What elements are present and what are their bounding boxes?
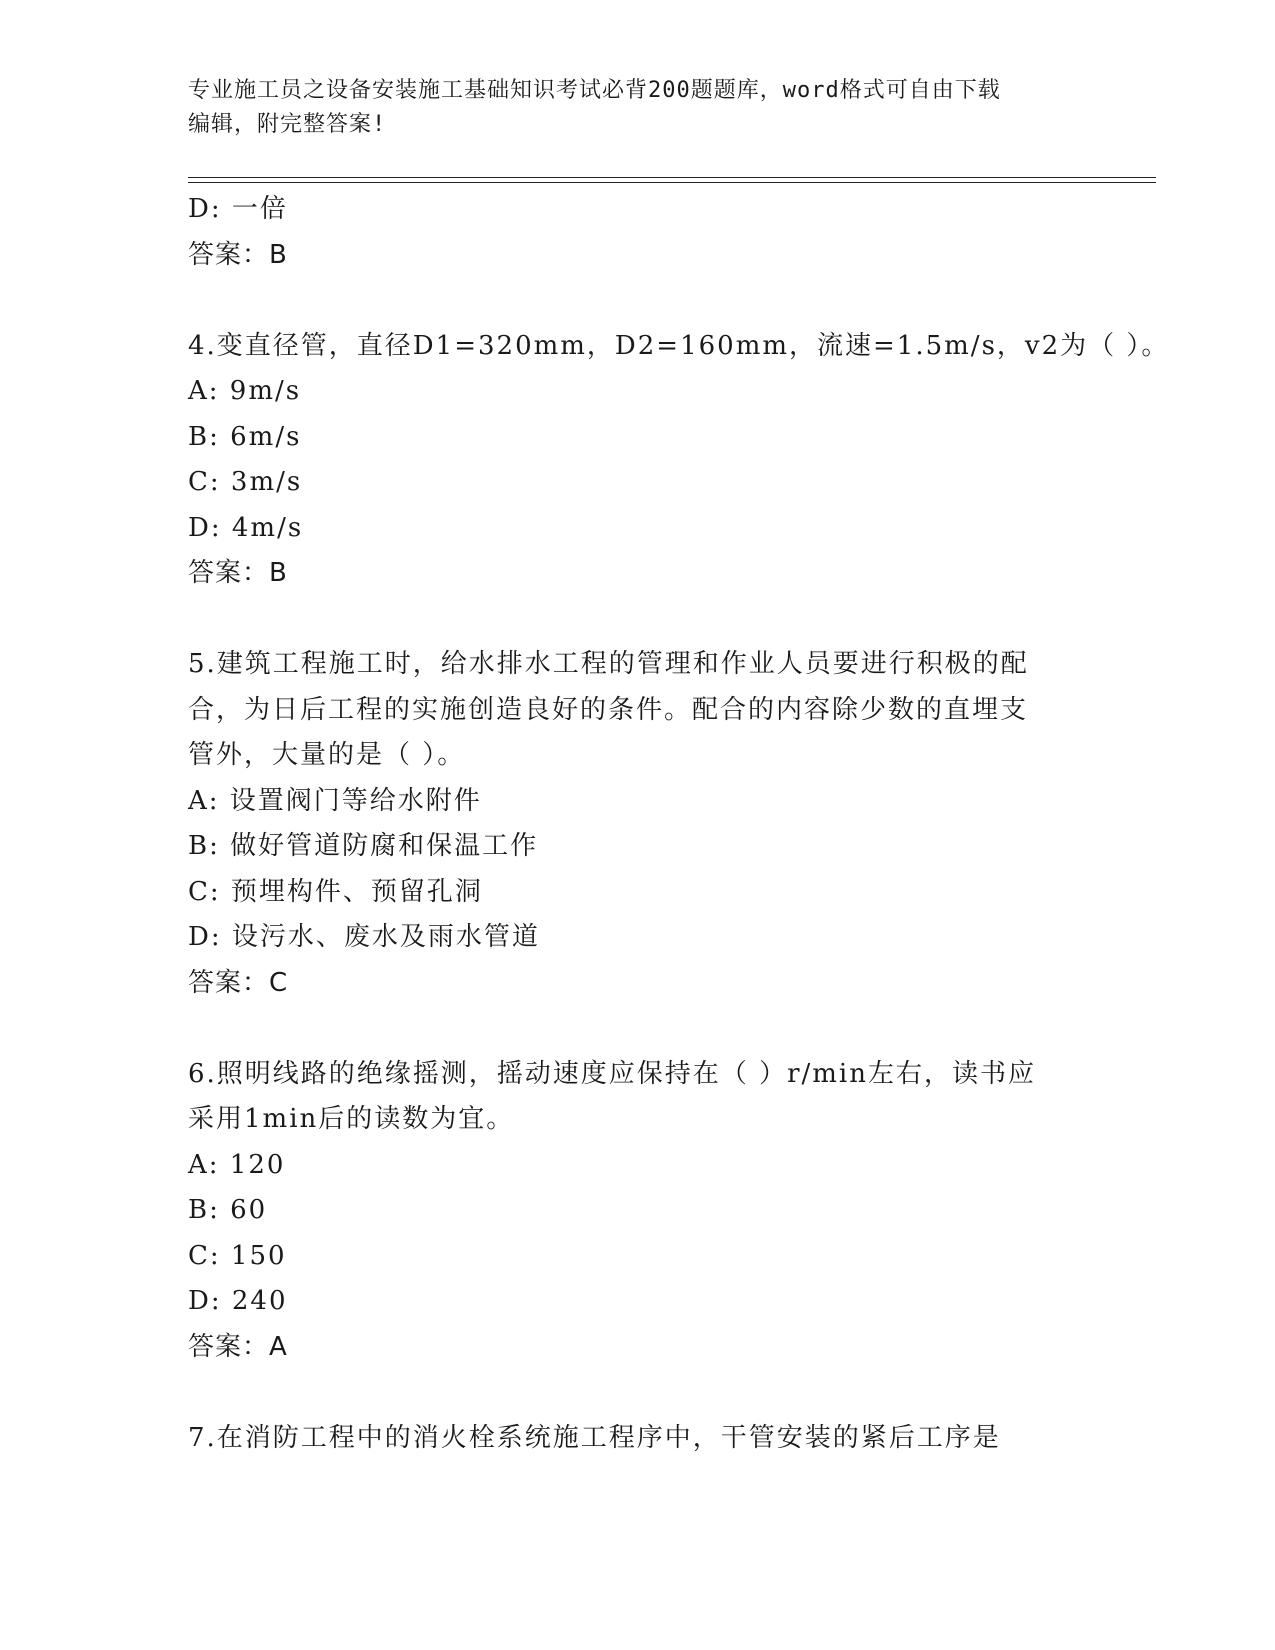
question-text-line: 5.建筑工程施工时，给水排水工程的管理和作业人员要进行积极的配 [188, 649, 1029, 679]
option-line: D: 一倍 [188, 194, 288, 224]
option-line: A: 设置阀门等给水附件 [188, 785, 482, 816]
option-line: A: 120 [188, 1149, 286, 1180]
option-line: B: 6m/s [188, 421, 302, 452]
question-text-line: 4.变直径管，直径D1=320mm，D2=160mm，流速=1.5m/s，v2为（ ）。 [188, 330, 1170, 361]
block-spacer [188, 1006, 1088, 1052]
question-text-line: 6.照明线路的绝缘摇测，摇动速度应保持在（ ）r/min左右，读书应 [188, 1058, 1036, 1089]
block-spacer [188, 1370, 1088, 1416]
document-header [188, 74, 1088, 142]
option-line: A: 9m/s [188, 376, 302, 406]
option-line: C: 3m/s [188, 467, 303, 497]
block-spacer [188, 278, 1088, 324]
header-title-line-2: 编辑，附完整答案! [188, 112, 387, 137]
header-title-line-1: 专业施工员之设备安装施工基础知识考试必背200题题库，word格式可自由下载 [188, 78, 1001, 103]
question-text-line: 7.在消防工程中的消火栓系统施工程序中，干管安装的紧后工序是 [188, 1422, 1001, 1453]
block-spacer [188, 597, 1088, 643]
option-line: C: 预埋构件、预留孔洞 [188, 876, 483, 907]
option-line: D: 设污水、废水及雨水管道 [188, 922, 540, 952]
option-line: D: 240 [188, 1286, 288, 1316]
question-text-line: 管外，大量的是（ ）。 [188, 740, 466, 770]
answer-line: 答案：C [188, 967, 289, 998]
answer-line: 答案：B [188, 558, 288, 588]
answer-line: 答案：A [188, 1331, 288, 1362]
option-line: B: 60 [188, 1195, 268, 1225]
question-text-line: 采用1min后的读数为宜。 [188, 1104, 515, 1134]
header-divider-bottom [188, 182, 1156, 183]
question-list [188, 187, 1170, 1461]
answer-line: 答案：B [188, 239, 288, 270]
question-text-line: 合，为日后工程的实施创造良好的条件。配合的内容除少数的直埋支 [188, 694, 1029, 725]
header-divider-top [188, 177, 1156, 178]
option-line: C: 150 [188, 1240, 287, 1271]
option-line: D: 4m/s [188, 512, 304, 543]
option-line: B: 做好管道防腐和保温工作 [188, 831, 539, 861]
